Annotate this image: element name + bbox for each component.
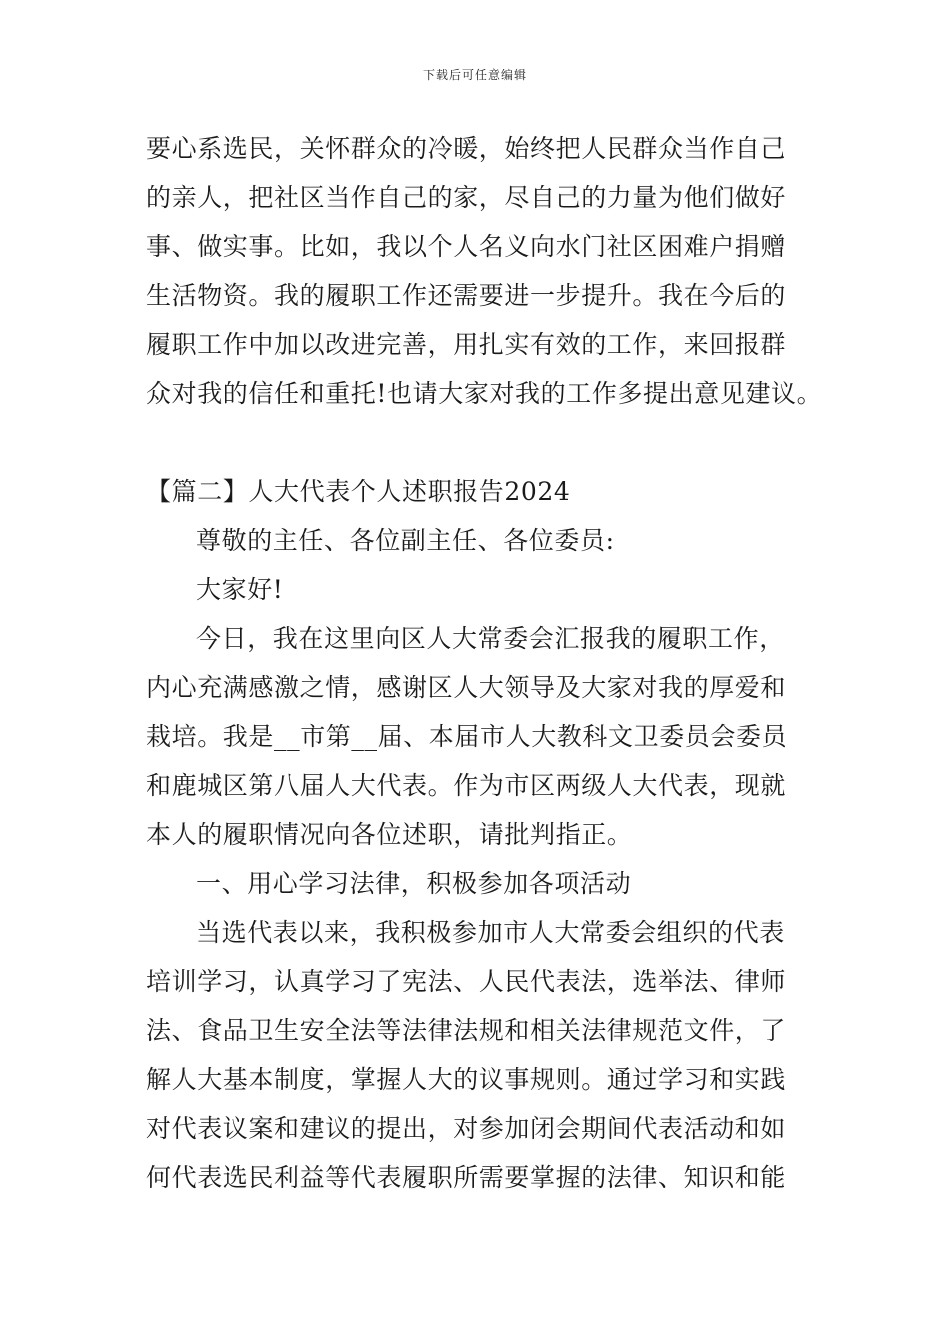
paragraph-line: 生活物资。我的履职工作还需要进一步提升。我在今后的 xyxy=(146,281,787,310)
salutation: 尊敬的主任、各位副主任、各位委员: xyxy=(196,526,615,555)
paragraph-line: 培训学习，认真学习了宪法、人民代表法，选举法、律师 xyxy=(146,967,787,996)
document-body xyxy=(146,124,823,1202)
paragraph-line: 解人大基本制度，掌握人大的议事规则。通过学习和实践 xyxy=(146,1065,787,1094)
paragraph-line: 履职工作中加以改进完善，用扎实有效的工作，来回报群 xyxy=(146,330,787,359)
paragraph-line: 内心充满感激之情，感谢区人大领导及大家对我的厚爱和 xyxy=(146,673,787,702)
paragraph-line: 要心系选民，关怀群众的冷暖，始终把人民群众当作自己 xyxy=(146,134,787,163)
paragraph-line: 何代表选民利益等代表履职所需要掌握的法律、知识和能 xyxy=(146,1163,787,1192)
paragraph-line: 的亲人，把社区当作自己的家，尽自己的力量为他们做好 xyxy=(146,183,787,212)
paragraph-line: 栽培。我是__市第__届、本届市人大教科文卫委员会委员 xyxy=(146,722,788,751)
page-header-note: 下载后可任意编辑 xyxy=(422,68,527,82)
paragraph-line: 当选代表以来，我积极参加市人大常委会组织的代表 xyxy=(196,918,785,947)
section-title: 【篇二】人大代表个人述职报告2024 xyxy=(146,477,571,506)
paragraph-line: 今日，我在这里向区人大常委会汇报我的履职工作， xyxy=(196,624,785,653)
paragraph-line: 众对我的信任和重托!也请大家对我的工作多提出意见建议。 xyxy=(146,379,823,408)
subsection-heading: 一、用心学习法律，积极参加各项活动 xyxy=(196,869,632,898)
greeting: 大家好! xyxy=(196,575,284,604)
section-spacer xyxy=(146,418,818,467)
paragraph-line: 对代表议案和建议的提出，对参加闭会期间代表活动和如 xyxy=(146,1114,787,1143)
paragraph-line: 法、食品卫生安全法等法律法规和相关法律规范文件，了 xyxy=(146,1016,787,1045)
paragraph-line: 事、做实事。比如，我以个人名义向水门社区困难户捐赠 xyxy=(146,232,787,261)
paragraph-line: 和鹿城区第八届人大代表。作为市区两级人大代表，现就 xyxy=(146,771,787,800)
paragraph-line: 本人的履职情况向各位述职，请批判指正。 xyxy=(146,820,633,849)
